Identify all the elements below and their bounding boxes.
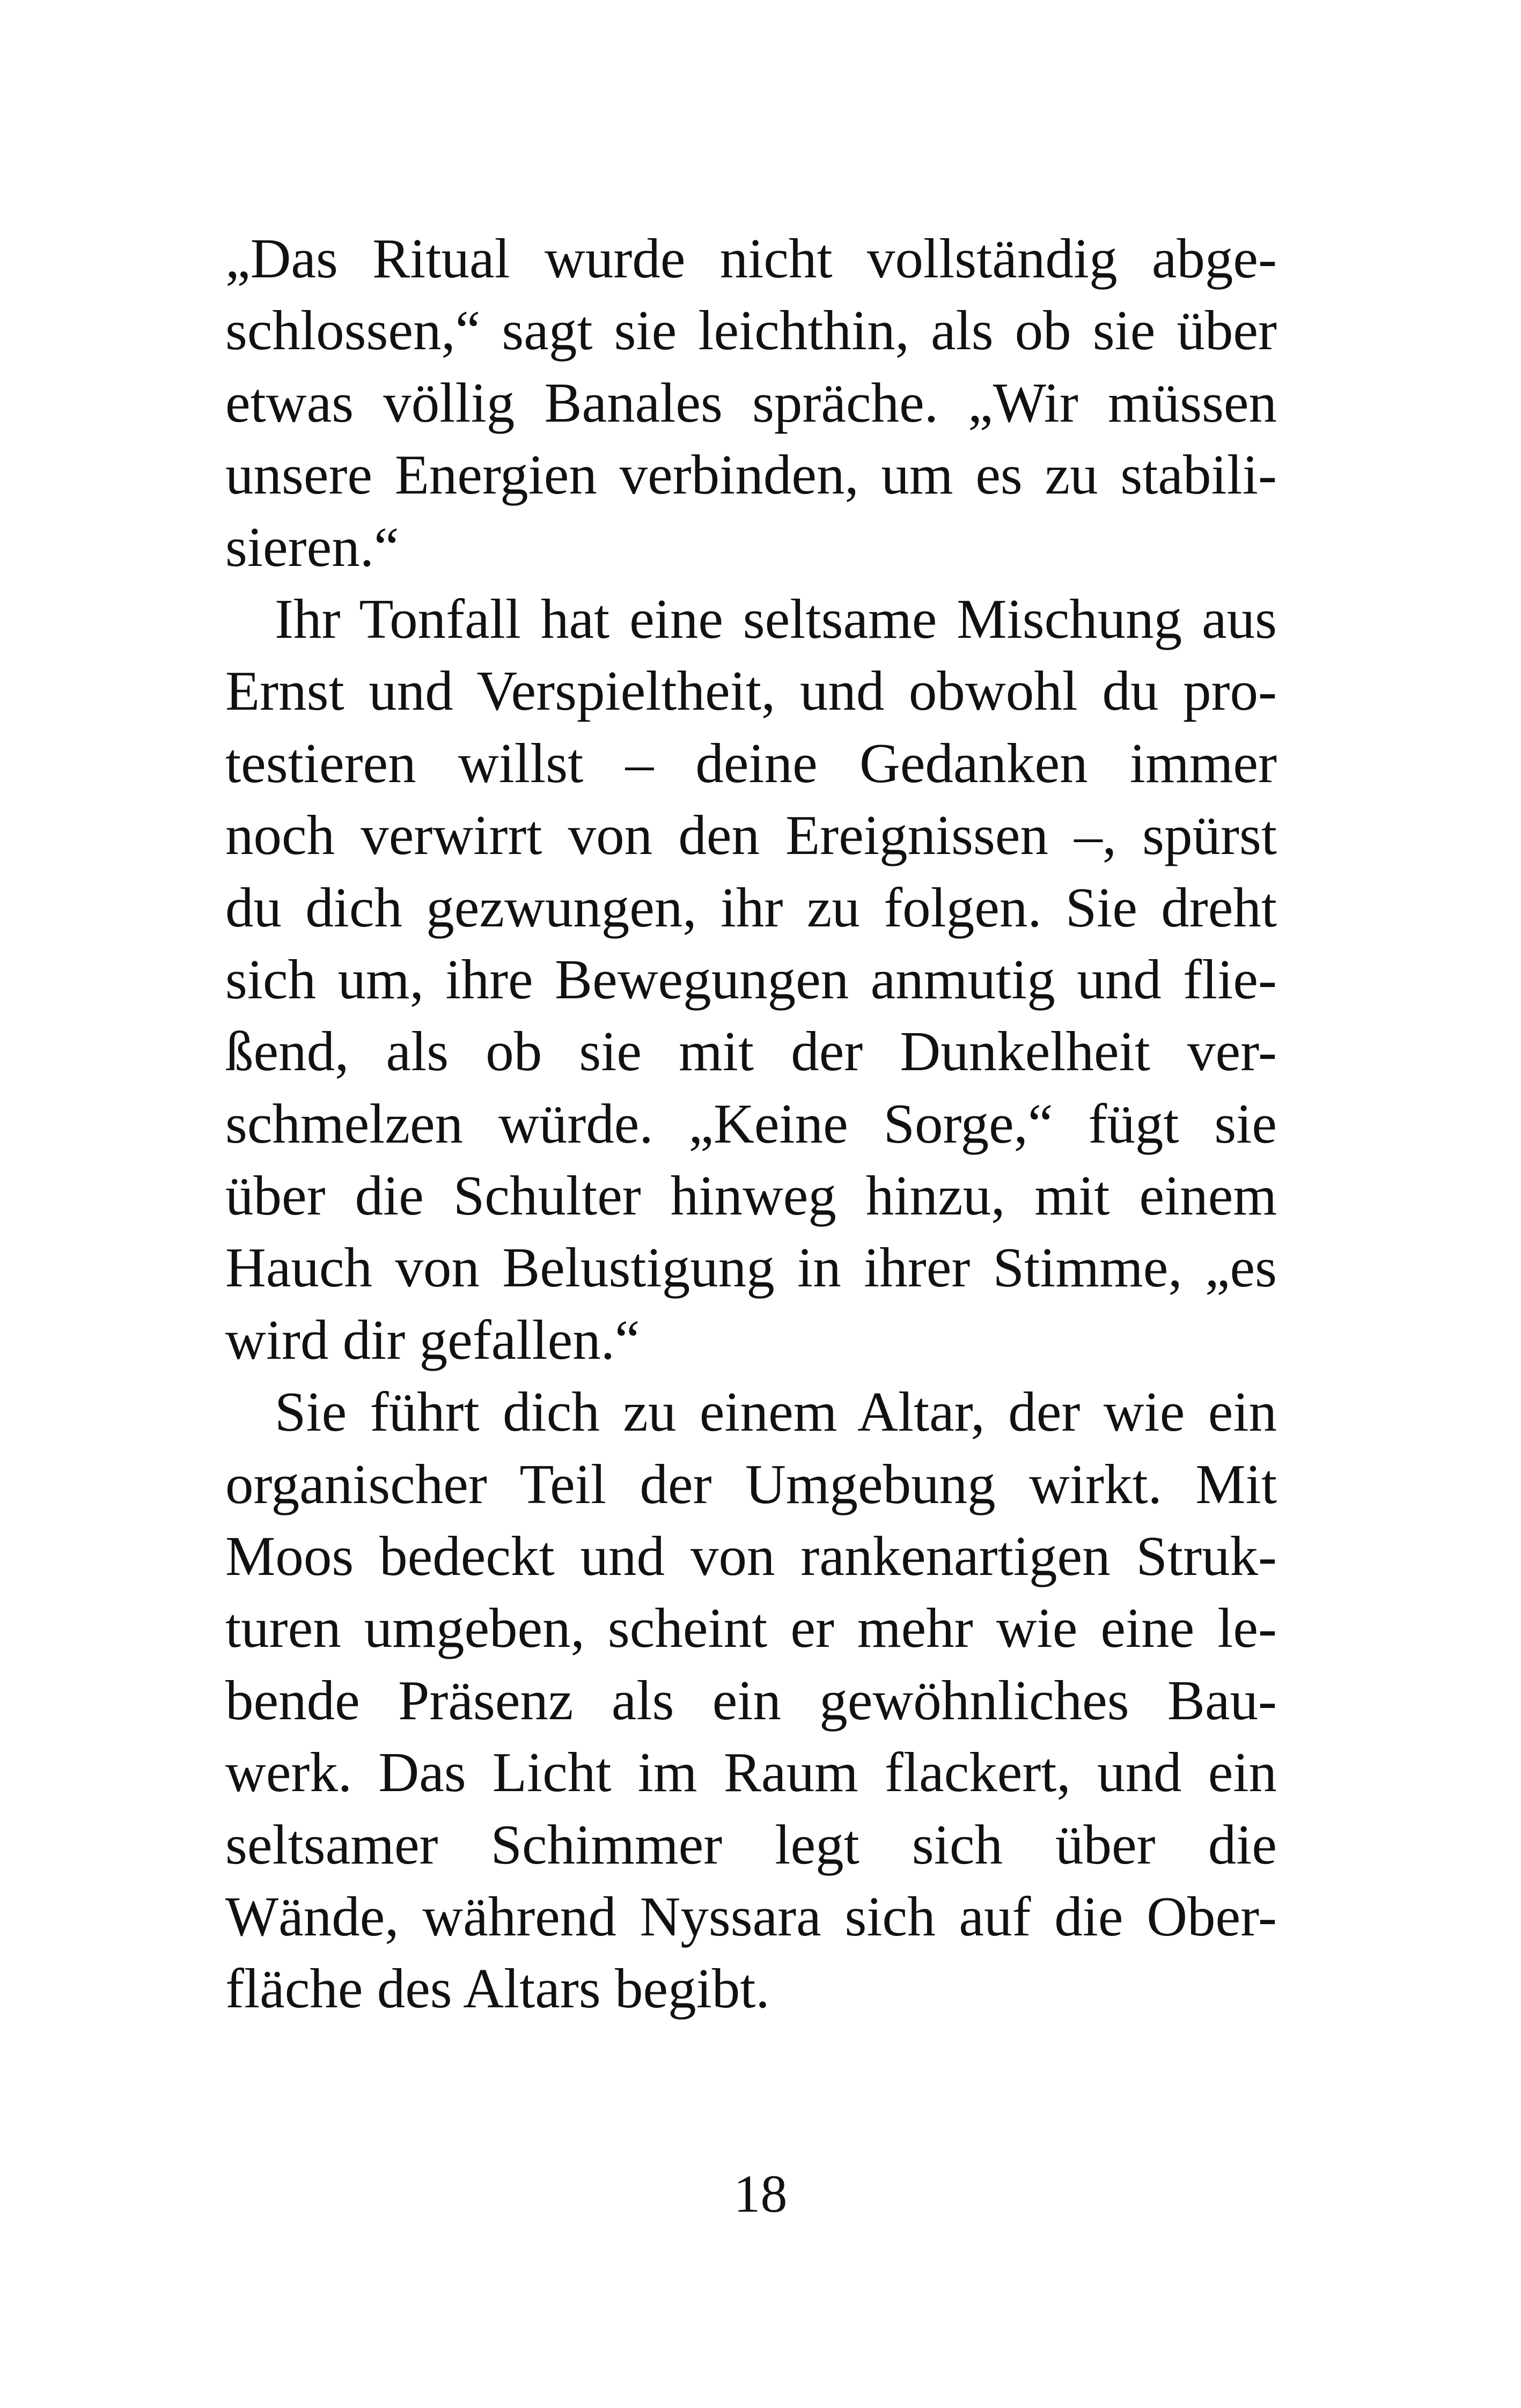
text-line: noch verwirrt von den Ereignissen –, spürst xyxy=(225,804,1277,867)
text-line: testieren willst – deine Gedanken immer xyxy=(225,731,1277,794)
text-line: unsere Energien verbinden, um es zu stabili- xyxy=(225,443,1277,506)
text-line: Hauch von Belustigung in ihrer Stimme, „es xyxy=(225,1236,1277,1299)
text-line: fläche des Altars begibt. xyxy=(225,1957,770,2020)
text-line: schlossen,“ sagt sie leichthin, als ob sie über xyxy=(225,299,1277,362)
text-line: bende Präsenz als ein gewöhnliches Bau- xyxy=(225,1668,1277,1732)
text-line: Ernst und Verspieltheit, und obwohl du pro- xyxy=(225,659,1277,723)
text-line: Wände, während Nyssara sich auf die Ober- xyxy=(225,1884,1277,1948)
text-line: „Das Ritual wurde nicht vollständig abge- xyxy=(225,227,1277,290)
text-line: schmelzen würde. „Keine Sorge,“ fügt sie xyxy=(225,1092,1277,1155)
text-line: ßend, als ob sie mit der Dunkelheit ver- xyxy=(225,1020,1277,1083)
text-line: Ihr Tonfall hat eine seltsame Mischung aus xyxy=(275,587,1277,650)
text-line: über die Schulter hinweg hinzu, mit einem xyxy=(225,1164,1277,1227)
text-line: Sie führt dich zu einem Altar, der wie ein xyxy=(275,1380,1277,1444)
text-line: sich um, ihre Bewegungen anmutig und flie- xyxy=(225,947,1277,1011)
text-line: turen umgeben, scheint er mehr wie eine le- xyxy=(225,1596,1277,1660)
text-line: etwas völlig Banales spräche. „Wir müssen xyxy=(225,371,1277,434)
text-line: organischer Teil der Umgebung wirkt. Mit xyxy=(225,1452,1277,1515)
page-body xyxy=(225,223,1277,2025)
paragraph xyxy=(225,223,1277,583)
paragraph xyxy=(225,1376,1277,2025)
text-line: du dich gezwungen, ihr zu folgen. Sie dreht xyxy=(225,875,1277,939)
text-line: sieren.“ xyxy=(225,515,399,578)
paragraph xyxy=(225,583,1277,1376)
text-line: wird dir gefallen.“ xyxy=(225,1308,640,1371)
text-line: Moos bedeckt und von rankenartigen Struk- xyxy=(225,1525,1277,1588)
page-number: 18 xyxy=(733,2164,788,2223)
text-line: seltsamer Schimmer legt sich über die xyxy=(225,1813,1277,1876)
text-line: werk. Das Licht im Raum flackert, und ein xyxy=(225,1741,1277,1804)
